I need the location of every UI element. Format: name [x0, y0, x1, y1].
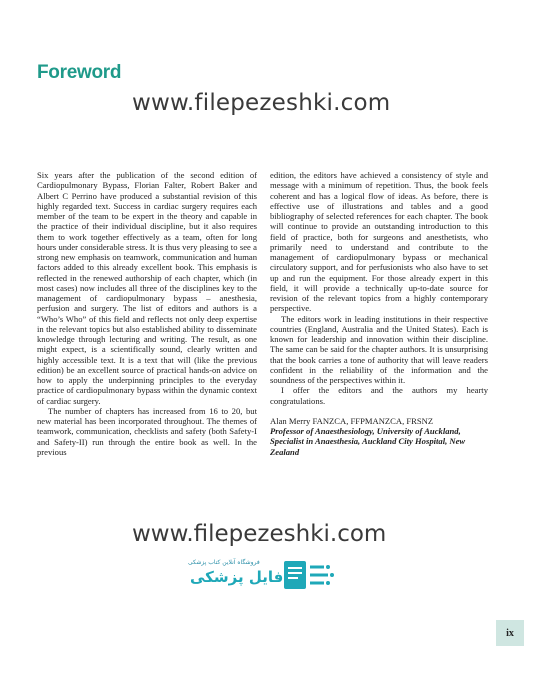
- publisher-logo: [188, 555, 348, 597]
- right-column: [270, 170, 488, 457]
- signature-block: [270, 416, 488, 457]
- paragraph: The editors work in leading institutions in their respective countries (England, Australia and the United States). Each is known for leadership and innovation within their discipline. The same can be said for the chapter authors. It is unsurprising that the book carries a tone of authority that will leave readers confident in the reliability of the information and the soundness of the perspectives within it.: [270, 313, 488, 385]
- signature-affiliation: Professor of Anaesthesiology, University of Auckland,: [270, 426, 461, 436]
- signature-affiliation: Specialist in Anaesthesia, Auckland City Hospital, New Zealand: [270, 436, 466, 457]
- paragraph: Six years after the publication of the second edition of Cardiopulmonary Bypass, Florian Falter, Robert Baker and Albert C Perrino have produced a substantial revision of this highly regarded text. Success in cardiac surgery requires each member of the team to be expert in the theory and capable in the practice of their individual discipline, but it also requires them to work together effectively as a team, often for long hours under considerable stress. It is thus very pleasing to see a strong new emphasis on teamwork, communication and human factors added to this already excellent book. This emphasis is reflected in the renewed authorship of each chapter, which (in most cases) now includes all three of the disciplines key to the management of cardiopulmonary bypass – anesthesia, perfusion and surgery. The list of editors and authors is a “Who’s Who” of this field and reflects not only deep expertise in the relevant topics but also established ability to disseminate knowledge through lecturing and writing. The result, as one might expect, is a scientifically sound, clearly written and highly accessible text. It is a text that will (like the previous edition) be an excellent source of practical hands-on advice on how to apply the underpinning principles to the everyday practice of cardiopulmonary bypass within the dynamic context of cardiac surgery.: [37, 170, 257, 406]
- left-column: [37, 170, 257, 457]
- paragraph: edition, the editors have achieved a consistency of style and message with a minimum of repetition. Thus, the book feels coherent and has a logical flow of ideas. As before, there is effective use of illustrations and tables and a good bibliography of selected references for each chapter. The book will continue to provide an outstanding introduction to this field of practice, both for surgeons and anesthetists, who primarily need to understand and contribute to the management of cardiopulmonary bypass or mechanical circulatory support, and for perfusionists who also have to set up and run the equipment. For those already expert in this field, it will provide a technically up-to-date source for revision of the relevant topics from a highly contemporary perspective.: [270, 170, 488, 314]
- signature-name: Alan Merry FANZCA, FFPMANZCA, FRSNZ: [270, 415, 434, 426]
- file-logo-icon: [280, 555, 340, 595]
- logo-name: فایل پزشکی: [190, 568, 284, 586]
- page-number: ix: [506, 627, 514, 639]
- paragraph: I offer the editors and the authors my hearty congratulations.: [270, 385, 488, 406]
- watermark-top: www.filepezeshki.com: [132, 90, 391, 116]
- logo-tagline: فروشگاه آنلاین کتاب پزشکی: [188, 559, 260, 566]
- watermark-bottom: www.filepezeshki.com: [132, 521, 387, 547]
- section-heading: Foreword: [37, 62, 122, 83]
- page-number-box: [496, 620, 524, 646]
- paragraph: The number of chapters has increased from 16 to 20, but new material has been incorporated throughout. The themes of teamwork, communication, checklists and safety (both Safety-I and Safety-II) run through the entire book as well. In the previous: [37, 405, 257, 457]
